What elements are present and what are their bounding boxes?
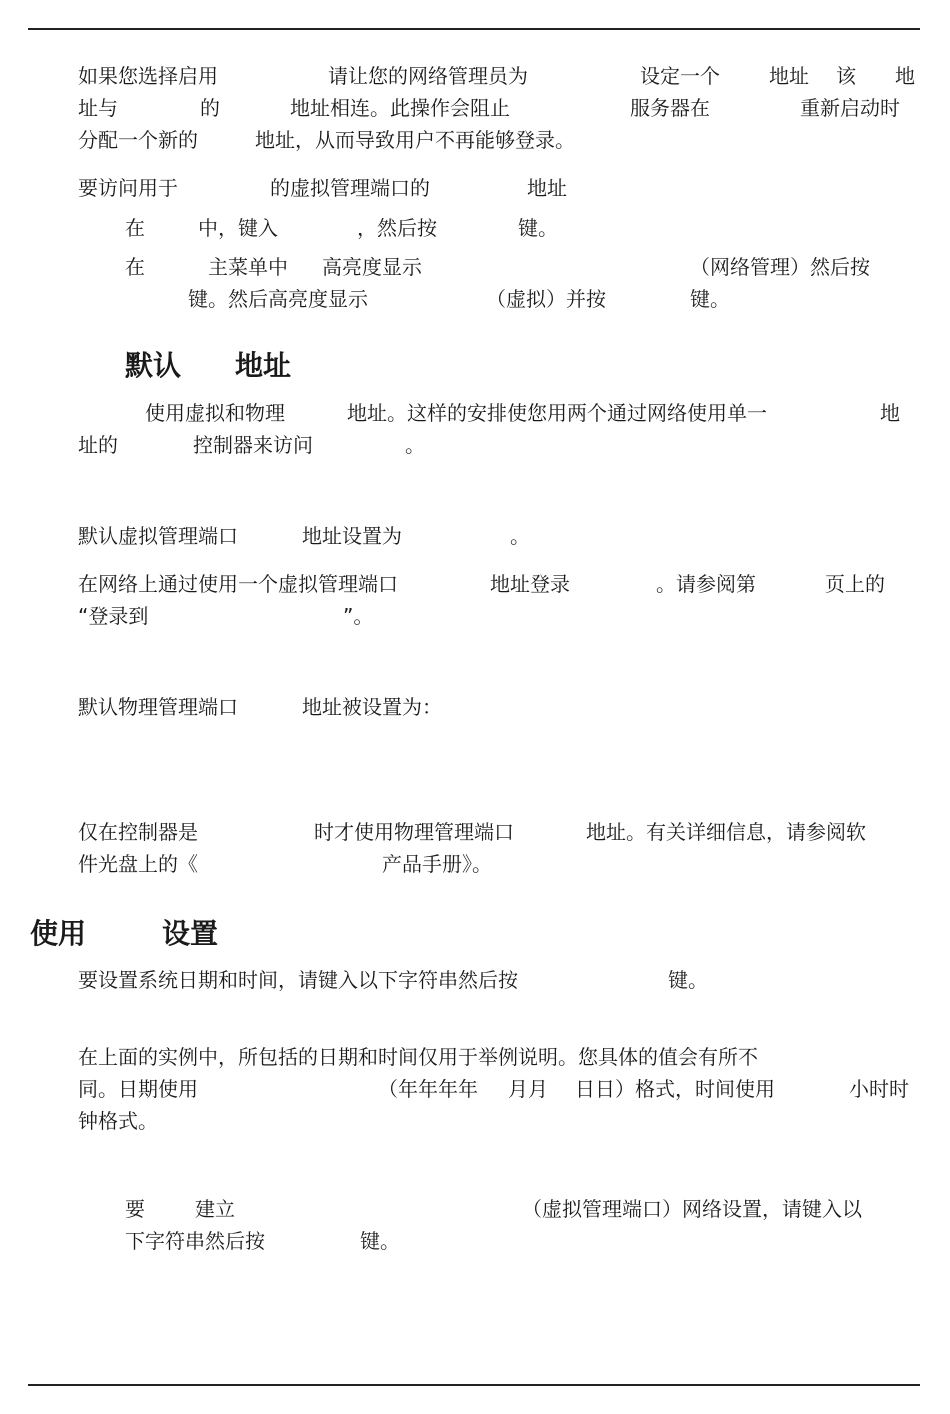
- text-segment: ”。: [343, 604, 374, 628]
- text-segment: 在: [125, 216, 145, 240]
- text-segment: 建立: [195, 1197, 235, 1221]
- text-segment: 请让您的网络管理员为: [328, 64, 528, 88]
- text-segment: 服务器在: [630, 96, 710, 120]
- text-segment: 地址: [769, 64, 809, 88]
- text-segment: 该: [836, 64, 856, 88]
- text-segment: 。请参阅第: [656, 572, 756, 596]
- heading-segment: 默认: [125, 349, 182, 382]
- header-rule: [28, 28, 920, 30]
- text-segment: 址的: [78, 433, 118, 457]
- text-segment: 日日）格式，时间使用: [575, 1077, 775, 1101]
- text-segment: 重新启动时: [800, 96, 900, 120]
- text-segment: 控制器来访问: [193, 433, 313, 457]
- text-segment: 地址登录: [490, 572, 570, 596]
- text-segment: 键。: [690, 287, 730, 311]
- text-segment: 钟格式。: [78, 1109, 158, 1133]
- text-segment: 地址。有关详细信息，请参阅软: [586, 820, 866, 844]
- text-segment: 页上的: [825, 572, 885, 596]
- text-segment: 高亮度显示: [322, 255, 422, 279]
- text-segment: 同。日期使用: [78, 1077, 198, 1101]
- text-segment: 主菜单中: [208, 255, 288, 279]
- text-segment: （年年年年: [378, 1077, 478, 1101]
- heading-segment: 地址: [235, 349, 292, 382]
- text-segment: 的虚拟管理端口的: [270, 176, 430, 200]
- text-segment: 的: [200, 96, 220, 120]
- footer-rule: [28, 1384, 920, 1386]
- text-segment: 。: [405, 433, 425, 457]
- text-segment: 中，键入: [198, 216, 278, 240]
- text-segment: 月月: [508, 1077, 548, 1101]
- heading-segment: 设置: [162, 917, 219, 950]
- text-segment: （网络管理）然后按: [690, 255, 870, 279]
- text-segment: 件光盘上的《: [78, 852, 198, 876]
- text-segment: 地: [895, 64, 915, 88]
- text-segment: 时才使用物理管理端口: [314, 820, 514, 844]
- text-segment: 键。: [360, 1229, 400, 1253]
- text-segment: 下字符串然后按: [125, 1229, 265, 1253]
- text-segment: 产品手册》。: [382, 852, 492, 876]
- text-segment: 仅在控制器是: [78, 820, 198, 844]
- text-segment: 地址被设置为：: [302, 695, 442, 719]
- text-segment: 。: [510, 524, 530, 548]
- heading-segment: 使用: [30, 917, 87, 950]
- text-segment: 分配一个新的: [78, 128, 198, 152]
- text-segment: （虚拟）并按: [486, 287, 606, 311]
- text-segment: “登录到: [78, 604, 149, 628]
- text-segment: 地址。这样的安排使您用两个通过网络使用单一: [347, 401, 767, 425]
- text-segment: 地址设置为: [302, 524, 402, 548]
- text-segment: 要设置系统日期和时间，请键入以下字符串然后按: [78, 968, 518, 992]
- text-segment: 地: [880, 401, 900, 425]
- text-segment: 键。: [668, 968, 708, 992]
- text-segment: 址与: [78, 96, 118, 120]
- text-segment: 地址，从而导致用户不再能够登录。: [255, 128, 575, 152]
- text-segment: 设定一个: [640, 64, 720, 88]
- text-segment: （虚拟管理端口）网络设置，请键入以: [522, 1197, 862, 1221]
- text-segment: 地址: [527, 176, 567, 200]
- text-segment: 要: [125, 1197, 145, 1221]
- text-segment: 在上面的实例中，所包括的日期和时间仅用于举例说明。您具体的值会有所不: [78, 1045, 758, 1069]
- text-segment: 键。然后高亮度显示: [188, 287, 368, 311]
- text-segment: 在: [125, 255, 145, 279]
- text-segment: ，然后按: [357, 216, 437, 240]
- text-segment: 如果您选择启用: [78, 64, 218, 88]
- text-segment: 键。: [518, 216, 558, 240]
- text-segment: 要访问用于: [78, 176, 178, 200]
- text-segment: 小时时: [849, 1077, 909, 1101]
- text-segment: 使用虚拟和物理: [145, 401, 285, 425]
- text-segment: 默认物理管理端口: [78, 695, 238, 719]
- text-segment: 在网络上通过使用一个虚拟管理端口: [78, 572, 398, 596]
- text-segment: 地址相连。此操作会阻止: [290, 96, 510, 120]
- text-segment: 默认虚拟管理端口: [78, 524, 238, 548]
